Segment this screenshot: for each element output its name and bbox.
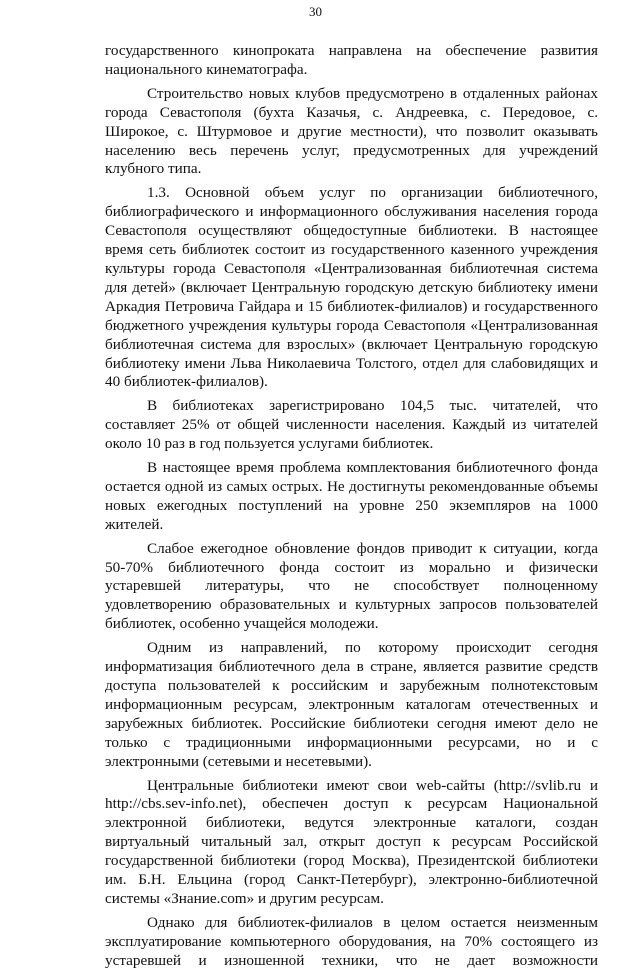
paragraph: В настоящее время проблема комплектования библиотечного фонда остается одной из самых острых. Не достигнуты рекомендованные объемы новых ежегодных поступлений на уровне 250 экземпляров на 1000 жителей. [105,459,598,533]
document-body [105,42,598,976]
paragraph-continued: Однако для библиотек-филиалов в целом остается неизменным эксплуатирование компьютерного оборудования, на 70% состоящего из устаревшей и изношенной техники, что не дает возможности [105,913,598,969]
paragraph: Строительство новых клубов предусмотрено в отдаленных районах города Севастополя (бухта Казачья, с. Андреевка, с. Передовое, с. Широкое, с. Штурмовое и другие местности), что позволит оказывать населению весь перечень услуг, предусмотренных для учреждений клубного типа. [105,84,598,178]
paragraph: 1.3. Основной объем услуг по организации библиотечного, библиографического и информационного обслуживания населения города Севастополя осуществляют общедоступные библиотеки. В настоящее время сеть библиотек состоит из государственного казенного учреждения культуры города Севастополя «Централизованная библиотечная система для детей» (включает Центральную городскую детскую библиотеку имени Аркадия Петровича Гайдара и 15 библиотек-филиалов) и государственного бюджетного учреждения культуры города Севастополя «Централизованная библиотечная система для взрослых» (включает Центральную городскую библиотеку имени Льва Николаевича Толстого, отдел для слабовидящих и 40 библиотек-филиалов). [105,184,598,391]
paragraph: Центральные библиотеки имеют свои web-сайты (http://svlib.ru и http://cbs.sev-info.net), обеспечен доступ к ресурсам Национальной электронной библиотеки, ведутся электронные каталоги, создан виртуальный читальный зал, открыт доступ к ресурсам Российской государственной библиотеки (город Москва), Президентской библиотеки им. Б.Н. Ельцина (город Санкт-Петербург), электронно-библиотечной системы «Знание.com» и другим ресурсам. [105,776,598,907]
page-number: 30 [309,4,322,19]
paragraph: Одним из направлений, по которому происходит сегодня информатизация библиотечного дела в стране, является развитие средств доступа пользователей к российским и зарубежным полнотекстовым информационным ресурсам, электронным каталогам отечественных и зарубежных библиотек. Российские библиотеки сегодня имеют дело не только с традиционными информационными ресурсами, но и с электронными (сетевыми и несетевыми). [105,639,598,770]
paragraph: В библиотеках зарегистрировано 104,5 тыс. читателей, что составляет 25% от общей численности населения. Каждый из читателей около 10 раз в год пользуется услугами библиотек. [105,397,598,453]
paragraph: государственного кинопроката направлена на обеспечение развития национального кинематографа. [105,42,598,78]
paragraph: Слабое ежегодное обновление фондов приводит к ситуации, когда 50-70% библиотечного фонда состоит из морально и физически устаревшей литературы, что не способствует полноценному удовлетворению образовательных и культурных запросов пользователей библиотек, особенно учащейся молодежи. [105,539,598,633]
